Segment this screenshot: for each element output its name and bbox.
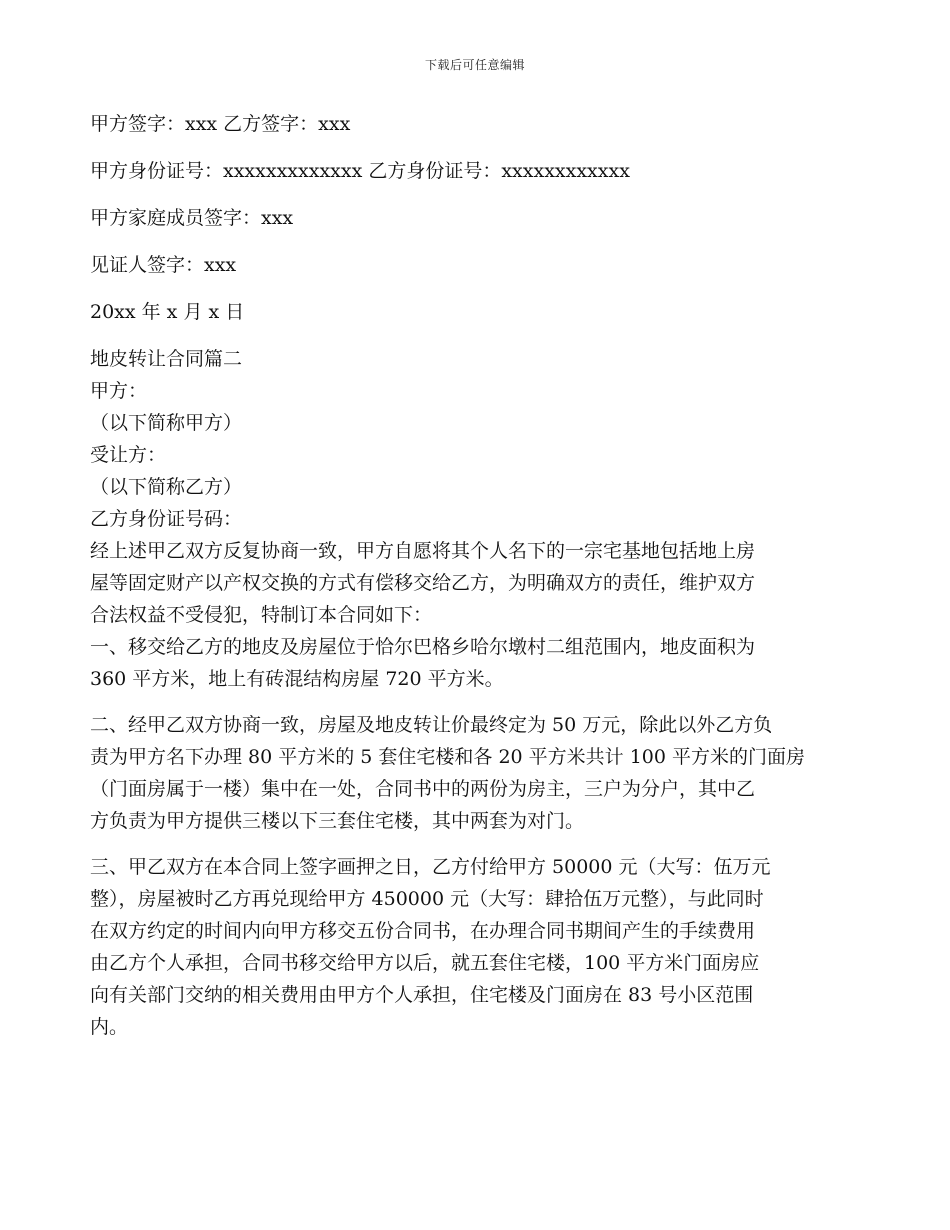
clause-line: 一、移交给乙方的地皮及房屋位于恰尔巴格乡哈尔墩村二组范围内，地皮面积为 [90, 636, 756, 658]
signature-date: 20xx 年 x 月 x 日 [90, 301, 245, 323]
clause-line: 责为甲方名下办理 80 平方米的 5 套住宅楼和各 20 平方米共计 100 平方米的门面房 [90, 746, 806, 768]
party-a-note: （以下简称甲方） [90, 412, 243, 434]
clause-line: （门面房属于一楼）集中在一处，合同书中的两份为房主，三户为分户，其中乙 [90, 778, 756, 800]
intro-line: 屋等固定财产以产权交换的方式有偿移交给乙方，为明确双方的责任，维护双方 [90, 572, 756, 594]
clause-3 [90, 851, 860, 1043]
clause-line: 向有关部门交纳的相关费用由甲方个人承担，住宅楼及门面房在 83 号小区范围 [90, 984, 754, 1006]
party-b-id-label: 乙方身份证号码： [90, 508, 243, 530]
clause-line: 在双方约定的时间内向甲方移交五份合同书，在办理合同书期间产生的手续费用 [90, 920, 756, 942]
clause-line: 360 平方米，地上有砖混结构房屋 720 平方米。 [90, 668, 504, 690]
clause-line: 三、甲乙双方在本合同上签字画押之日，乙方付给甲方 50000 元（大写：伍万元 [90, 856, 771, 878]
transferee-label: 受让方： [90, 444, 167, 466]
page-header: 下载后可任意编辑 [424, 58, 525, 72]
family-member-signature: 甲方家庭成员签字：xxx [90, 207, 294, 229]
party-a-label: 甲方： [90, 380, 148, 402]
clause-line: 由乙方个人承担，合同书移交给甲方以后，就五套住宅楼，100 平方米门面房应 [90, 952, 760, 974]
clause-line: 内。 [90, 1016, 129, 1038]
intro-line: 经上述甲乙双方反复协商一致，甲方自愿将其个人名下的一宗宅基地包括地上房 [90, 540, 756, 562]
clause-1 [90, 631, 860, 695]
contract-intro [90, 535, 860, 631]
party-signatures: 甲方签字：xxx 乙方签字：xxx [90, 113, 351, 135]
clause-line: 二、经甲乙双方协商一致，房屋及地皮转让价最终定为 50 万元，除此以外乙方负 [90, 714, 773, 736]
clause-2 [90, 709, 860, 837]
party-id-numbers: 甲方身份证号：xxxxxxxxxxxxx 乙方身份证号：xxxxxxxxxxxx [90, 160, 630, 182]
clause-line: 方负责为甲方提供三楼以下三套住宅楼，其中两套为对门。 [90, 810, 585, 832]
witness-signature: 见证人签字：xxx [90, 254, 237, 276]
clause-line: 整），房屋被时乙方再兑现给甲方 450000 元（大写：肆拾伍万元整），与此同时 [90, 888, 764, 910]
document-body [90, 108, 860, 1057]
party-b-note: （以下简称乙方） [90, 476, 243, 498]
intro-line: 合法权益不受侵犯，特制订本合同如下： [90, 604, 433, 626]
contract-title: 地皮转让合同篇二 [90, 348, 243, 370]
